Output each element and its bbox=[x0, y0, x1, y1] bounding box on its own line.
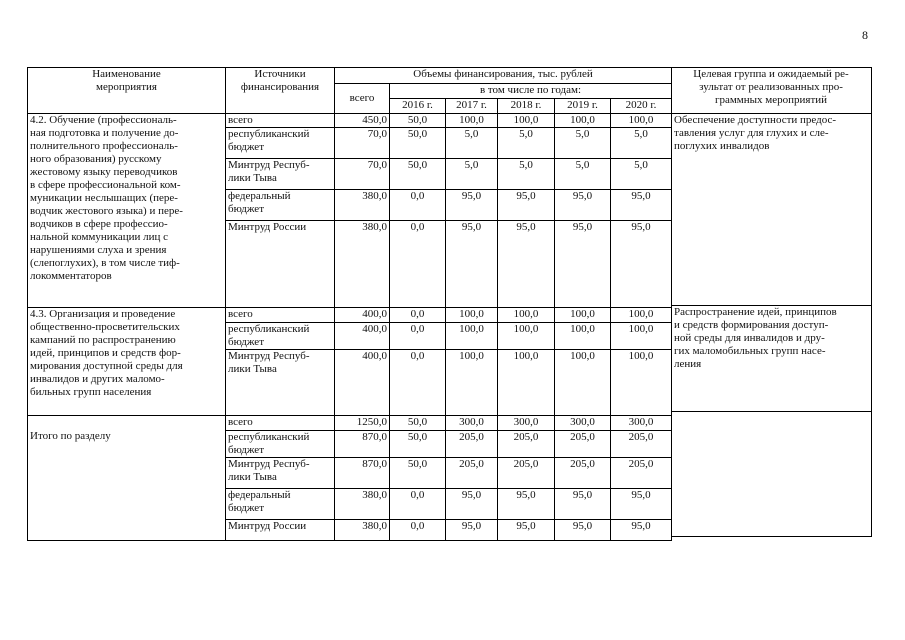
header-target: Целевая группа и ожидаемый ре- зультат от реализованных про- граммных мероприятий bbox=[671, 67, 872, 114]
funding-source: всего bbox=[226, 416, 335, 431]
year-value: 300,0 bbox=[555, 416, 611, 431]
year-value: 100,0 bbox=[498, 350, 555, 416]
year-value: 95,0 bbox=[498, 221, 555, 308]
funding-source: республиканский бюджет bbox=[226, 128, 335, 159]
year-value: 5,0 bbox=[446, 128, 498, 159]
year-value: 5,0 bbox=[611, 128, 672, 159]
year-value: 95,0 bbox=[555, 489, 611, 520]
header-by-years: в том числе по годам: bbox=[390, 84, 672, 99]
total-value: 450,0 bbox=[335, 114, 390, 128]
year-value: 5,0 bbox=[498, 159, 555, 190]
year-value: 5,0 bbox=[611, 159, 672, 190]
year-value: 100,0 bbox=[611, 323, 672, 350]
year-value: 205,0 bbox=[555, 431, 611, 458]
header-year: 2019 г. bbox=[555, 99, 611, 114]
header-year: 2018 г. bbox=[498, 99, 555, 114]
year-value: 100,0 bbox=[446, 350, 498, 416]
total-value: 380,0 bbox=[335, 221, 390, 308]
header-year: 2016 г. bbox=[390, 99, 446, 114]
year-value: 100,0 bbox=[611, 350, 672, 416]
year-value: 95,0 bbox=[611, 520, 672, 541]
total-value: 870,0 bbox=[335, 431, 390, 458]
total-value: 400,0 bbox=[335, 308, 390, 323]
year-value: 50,0 bbox=[390, 128, 446, 159]
header-year: 2020 г. bbox=[611, 99, 672, 114]
table-row bbox=[28, 308, 672, 323]
header-year: 2017 г. bbox=[446, 99, 498, 114]
year-value: 205,0 bbox=[611, 458, 672, 489]
year-value: 300,0 bbox=[446, 416, 498, 431]
year-value: 0,0 bbox=[390, 221, 446, 308]
year-value: 95,0 bbox=[446, 221, 498, 308]
year-value: 95,0 bbox=[498, 190, 555, 221]
year-value: 100,0 bbox=[446, 308, 498, 323]
year-value: 50,0 bbox=[390, 458, 446, 489]
year-value: 100,0 bbox=[498, 323, 555, 350]
funding-source: федеральный бюджет bbox=[226, 489, 335, 520]
year-value: 0,0 bbox=[390, 323, 446, 350]
year-value: 95,0 bbox=[498, 520, 555, 541]
total-value: 70,0 bbox=[335, 128, 390, 159]
funding-source: всего bbox=[226, 114, 335, 128]
year-value: 50,0 bbox=[390, 159, 446, 190]
total-value: 380,0 bbox=[335, 489, 390, 520]
header-total: всего bbox=[335, 84, 390, 114]
year-value: 0,0 bbox=[390, 308, 446, 323]
funding-source: Минтруд России bbox=[226, 520, 335, 541]
funding-source: Минтруд Респуб- лики Тыва bbox=[226, 350, 335, 416]
year-value: 205,0 bbox=[498, 431, 555, 458]
year-value: 95,0 bbox=[446, 190, 498, 221]
year-value: 95,0 bbox=[555, 190, 611, 221]
year-value: 205,0 bbox=[446, 458, 498, 489]
page-number: 8 bbox=[862, 28, 868, 42]
year-value: 95,0 bbox=[555, 221, 611, 308]
year-value: 100,0 bbox=[555, 308, 611, 323]
year-value: 5,0 bbox=[498, 128, 555, 159]
funding-source: республиканский бюджет bbox=[226, 323, 335, 350]
year-value: 205,0 bbox=[446, 431, 498, 458]
total-value: 380,0 bbox=[335, 190, 390, 221]
year-value: 50,0 bbox=[390, 416, 446, 431]
activity-name: 4.3. Организация и проведение общественно-просветительских кампаний по распространению идей, принципов и средств фор- мирования доступной среды для инвалидов и других маломо- бильных групп населения bbox=[28, 308, 226, 416]
year-value: 100,0 bbox=[555, 323, 611, 350]
year-value: 5,0 bbox=[555, 128, 611, 159]
year-value: 100,0 bbox=[446, 114, 498, 128]
header-sources: Источники финансирования bbox=[226, 68, 335, 114]
total-value: 870,0 bbox=[335, 458, 390, 489]
year-value: 100,0 bbox=[555, 350, 611, 416]
total-value: 380,0 bbox=[335, 520, 390, 541]
activity-name: 4.2. Обучение (профессиональ- ная подготовка и получение до- полнительного профессиональ- ного образования) русскому жестовому языку переводчиков в сфере профессиональной ком- муникации неслышащих (пере- водчик жестового языка) и пере- водчиков в сфере профессио- нальной коммуникации лиц с нарушениями слуха и зрения (слепоглухих), в том числе тиф- локомментаторов bbox=[28, 114, 226, 308]
year-value: 95,0 bbox=[446, 489, 498, 520]
table-row bbox=[28, 416, 672, 431]
year-value: 95,0 bbox=[498, 489, 555, 520]
funding-source: республиканский бюджет bbox=[226, 431, 335, 458]
activity-name: Итого по разделу bbox=[28, 416, 226, 541]
total-value: 400,0 bbox=[335, 323, 390, 350]
year-value: 300,0 bbox=[498, 416, 555, 431]
year-value: 205,0 bbox=[555, 458, 611, 489]
year-value: 50,0 bbox=[390, 114, 446, 128]
year-value: 95,0 bbox=[446, 520, 498, 541]
year-value: 0,0 bbox=[390, 350, 446, 416]
funding-source: всего bbox=[226, 308, 335, 323]
year-value: 100,0 bbox=[611, 114, 672, 128]
year-value: 100,0 bbox=[555, 114, 611, 128]
header-name: Наименование мероприятия bbox=[28, 68, 226, 114]
header-volumes: Объемы финансирования, тыс. рублей bbox=[335, 68, 672, 84]
year-value: 95,0 bbox=[611, 190, 672, 221]
target-cell: Распространение идей, принципов и средств формирования доступ- ной среды для инвалидов и дру- гих маломобильных групп насе- ления bbox=[671, 305, 872, 412]
target-cell bbox=[671, 411, 872, 537]
total-value: 70,0 bbox=[335, 159, 390, 190]
year-value: 100,0 bbox=[498, 114, 555, 128]
funding-source: федеральный бюджет bbox=[226, 190, 335, 221]
year-value: 300,0 bbox=[611, 416, 672, 431]
year-value: 0,0 bbox=[390, 489, 446, 520]
year-value: 0,0 bbox=[390, 190, 446, 221]
funding-source: Минтруд Респуб- лики Тыва bbox=[226, 159, 335, 190]
year-value: 95,0 bbox=[611, 489, 672, 520]
year-value: 100,0 bbox=[498, 308, 555, 323]
year-value: 100,0 bbox=[446, 323, 498, 350]
year-value: 50,0 bbox=[390, 431, 446, 458]
year-value: 95,0 bbox=[611, 221, 672, 308]
funding-source: Минтруд Респуб- лики Тыва bbox=[226, 458, 335, 489]
year-value: 205,0 bbox=[498, 458, 555, 489]
funding-source: Минтруд России bbox=[226, 221, 335, 308]
table-row bbox=[28, 114, 672, 128]
year-value: 100,0 bbox=[611, 308, 672, 323]
year-value: 5,0 bbox=[555, 159, 611, 190]
target-cell: Обеспечение доступности предос- тавления услуг для глухих и сле- поглухих инвалидов bbox=[671, 113, 872, 306]
total-value: 1250,0 bbox=[335, 416, 390, 431]
year-value: 0,0 bbox=[390, 520, 446, 541]
financing-table bbox=[27, 67, 672, 541]
year-value: 205,0 bbox=[611, 431, 672, 458]
year-value: 5,0 bbox=[446, 159, 498, 190]
total-value: 400,0 bbox=[335, 350, 390, 416]
year-value: 95,0 bbox=[555, 520, 611, 541]
